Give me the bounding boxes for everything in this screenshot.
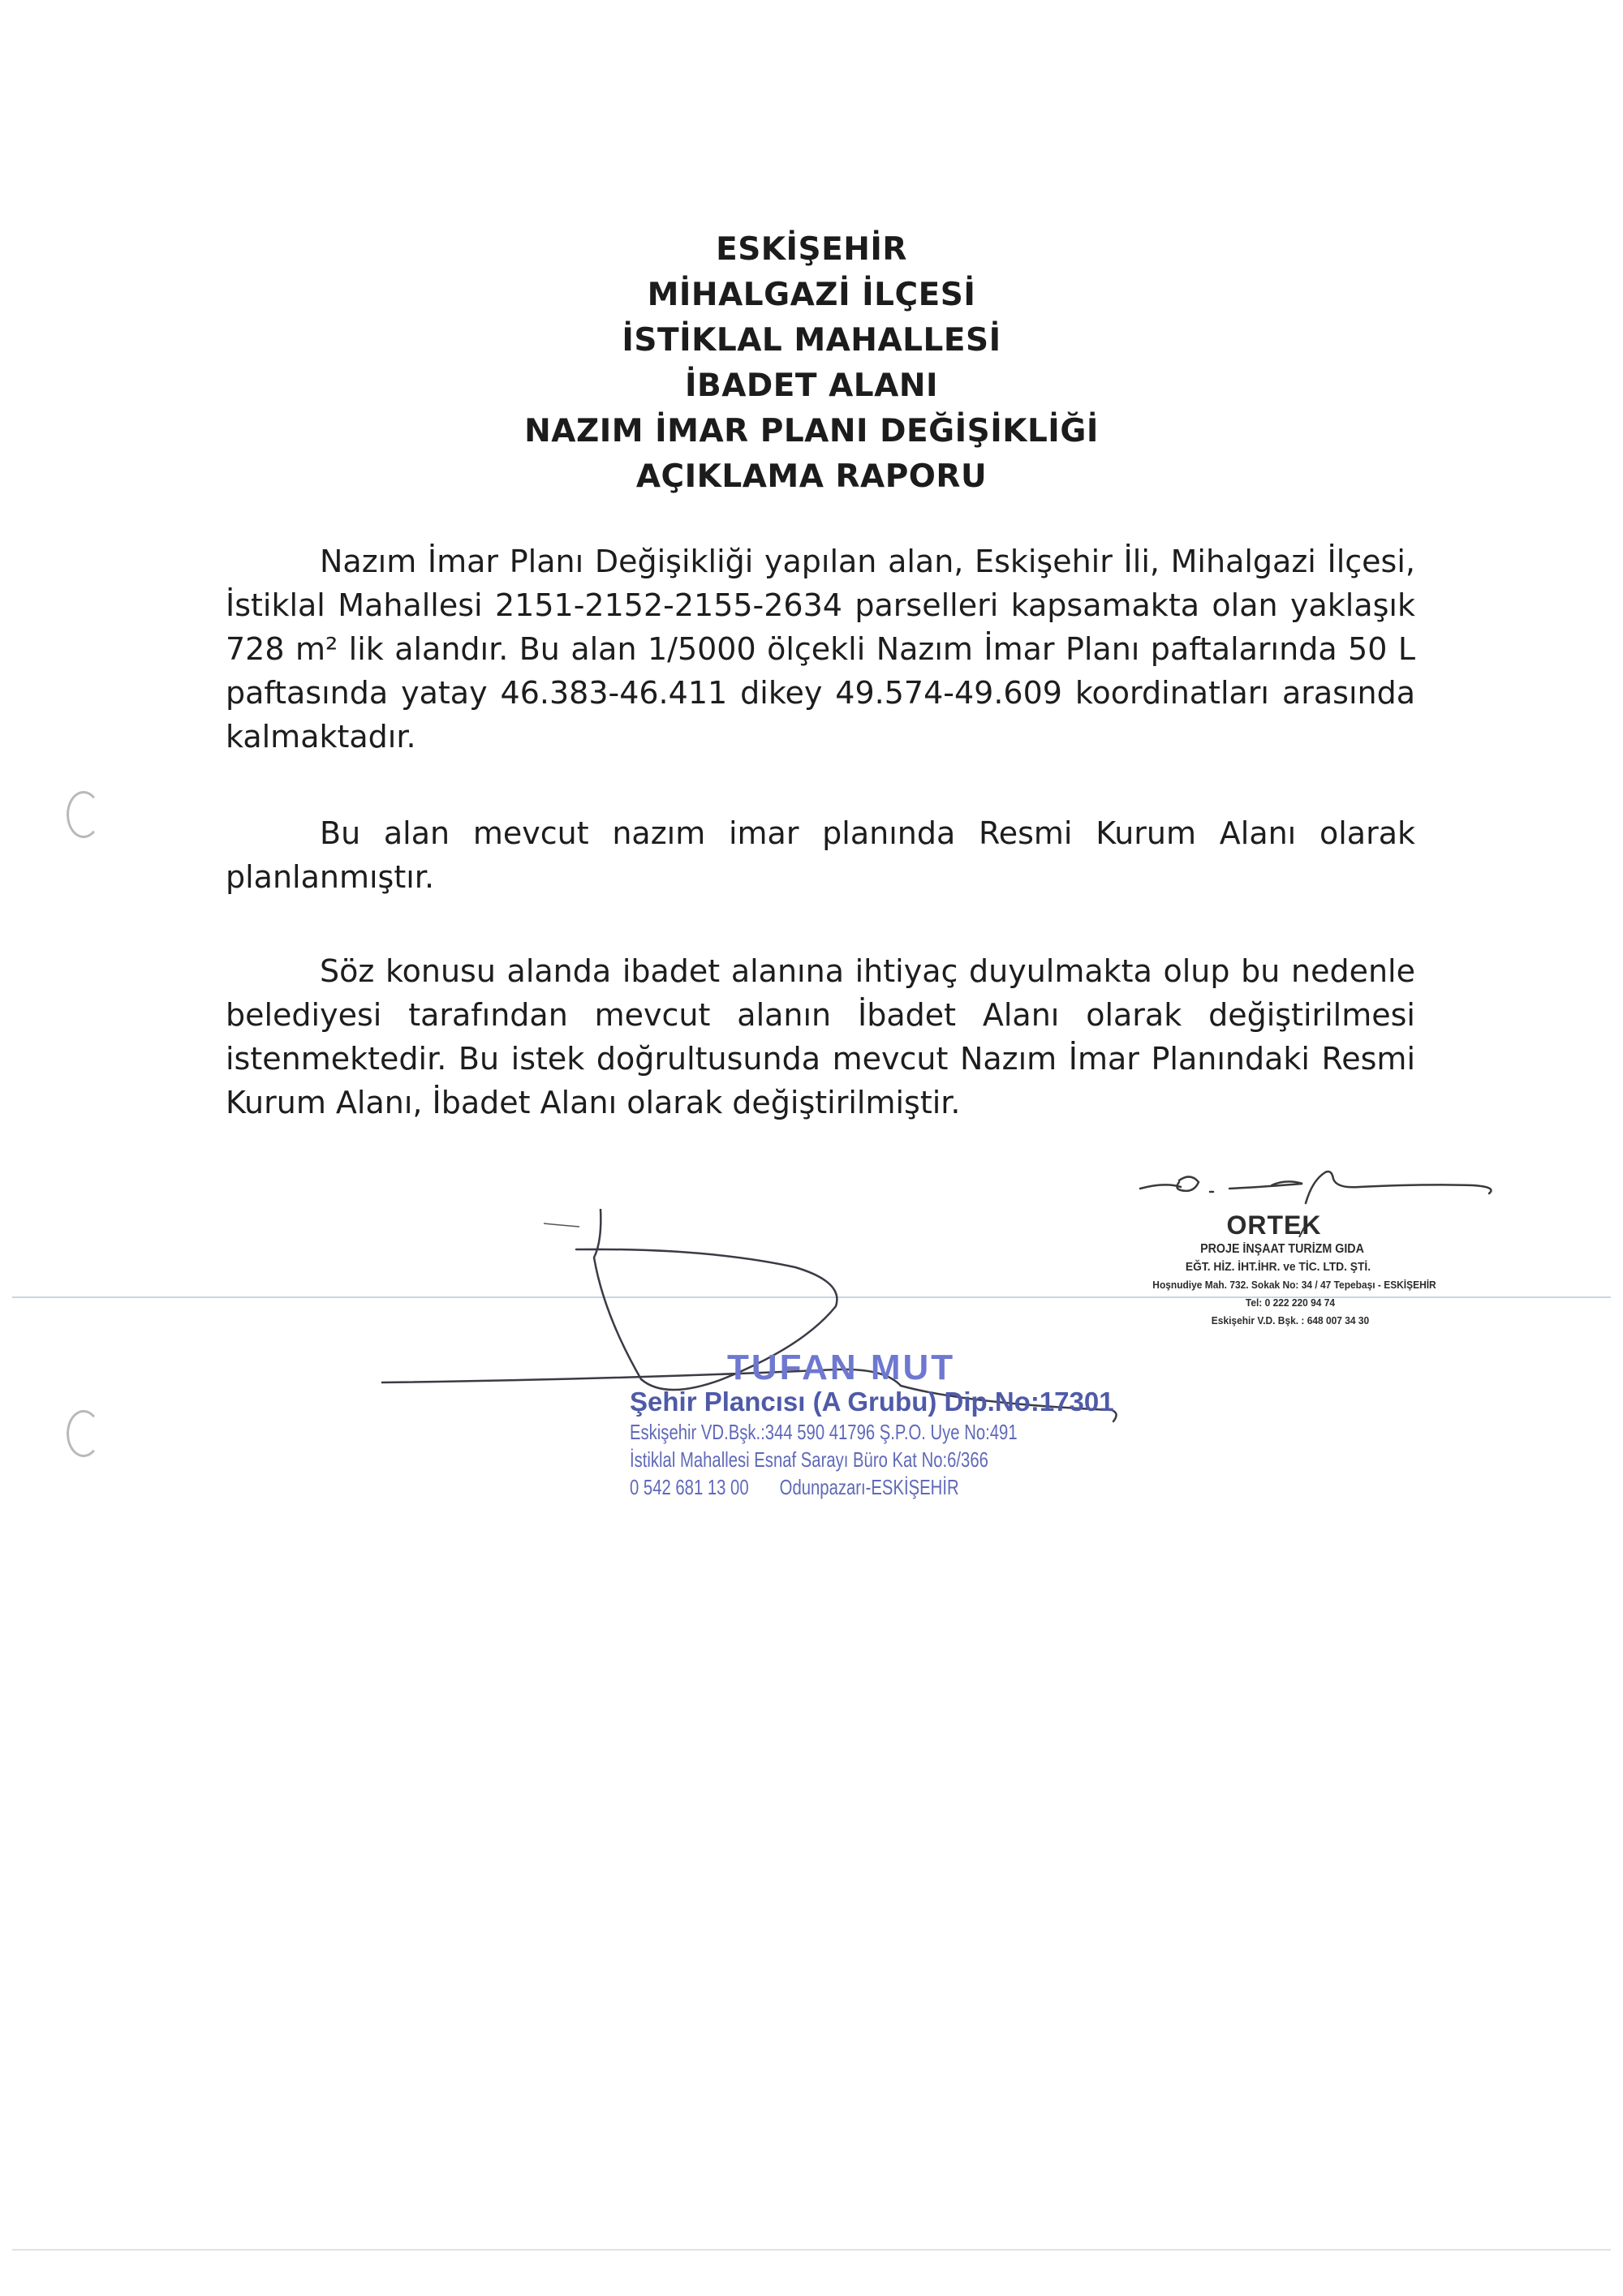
- title-province: ESKİŞEHİR: [716, 231, 907, 268]
- punch-hole-mark: [67, 1410, 101, 1457]
- stamp-planner-tax: Eskişehir VD.Bşk.:344 590 41796 Ş.P.O. Uye No:491: [630, 1420, 1018, 1444]
- title-plan-change: NAZIM İMAR PLANI DEĞİŞİKLİĞİ: [524, 413, 1099, 449]
- title-neighborhood: İSTİKLAL MAHALLESİ: [622, 322, 1001, 359]
- paragraph-current-plan: [226, 811, 1415, 899]
- stamp-planner-contact: [630, 1473, 959, 1501]
- planner-stamp: [630, 1350, 1133, 1501]
- stamp-company-tax: Eskişehir V.D. Bşk. : 648 007 34 30: [1211, 1314, 1370, 1326]
- stamp-planner-address: İstiklal Mahallesi Esnaf Sarayı Büro Kat No:6/366: [630, 1447, 988, 1472]
- paragraph-text: Bu alan mevcut nazım imar planında Resmi Kurum Alanı olarak planlanmıştır.: [226, 815, 1415, 895]
- report-title-block: [0, 227, 1623, 500]
- paragraph-change-reason: [226, 949, 1415, 1124]
- stamp-company-name: ORTEK: [1226, 1210, 1322, 1240]
- title-report: AÇIKLAMA RAPORU: [635, 458, 988, 495]
- punch-hole-mark: [67, 791, 101, 838]
- paragraph-text: Söz konusu alanda ibadet alanına ihtiyaç duyulmakta olup bu nedenle belediyesi tarafından mevcut alanın İbadet Alanı olarak değiştirilmesi istenmektedir. Bu istek doğrultusunda mevcut Nazım İmar Planındaki Resmi Kurum Alanı, İbadet Alanı olarak değiştirilmiştir.: [226, 953, 1415, 1120]
- title-district: MİHALGAZİ İLÇESİ: [647, 277, 976, 313]
- stamp-company-phone: Tel: 0 222 220 94 74: [1245, 1296, 1336, 1309]
- stamp-company-line: PROJE İNŞAAT TURİZM GIDA: [1200, 1242, 1364, 1256]
- paragraph-area-description: [226, 540, 1415, 759]
- stamp-planner-city: Odunpazarı-ESKİŞEHİR: [779, 1475, 959, 1499]
- ortek-signature: [1132, 1164, 1522, 1237]
- paragraph-text: Nazım İmar Planı Değişikliği yapılan alan, Eskişehir İli, Mihalgazi İlçesi, İstiklal Mahallesi 2151-2152-2155-2634 parselleri kapsamakta olan yaklaşık 728 m² lik alandır. Bu alan 1/5000 ölçekli Nazım İmar Planı paftalarında 50 L paftasında yatay 46.383-46.411 dikey 49.574-49.609 koordinatları arasında kalmaktadır.: [226, 544, 1415, 755]
- stamp-planner-title: Şehir Plancısı (A Grubu) Dip.No:17301: [630, 1387, 1114, 1417]
- stamp-company-address: Hoşnudiye Mah. 732. Sokak No: 34 / 47 Tepebaşı - ESKİŞEHİR: [1152, 1279, 1436, 1291]
- stamp-planner-name: TUFAN MUT: [727, 1348, 956, 1387]
- stamp-planner-phone: 0 542 681 13 00: [630, 1475, 749, 1499]
- scan-line: [12, 2249, 1611, 2251]
- title-area: İBADET ALANI: [685, 368, 938, 404]
- stamp-company-line: EĞT. HİZ. İHT.İHR. ve TİC. LTD. ŞTİ.: [1185, 1260, 1371, 1274]
